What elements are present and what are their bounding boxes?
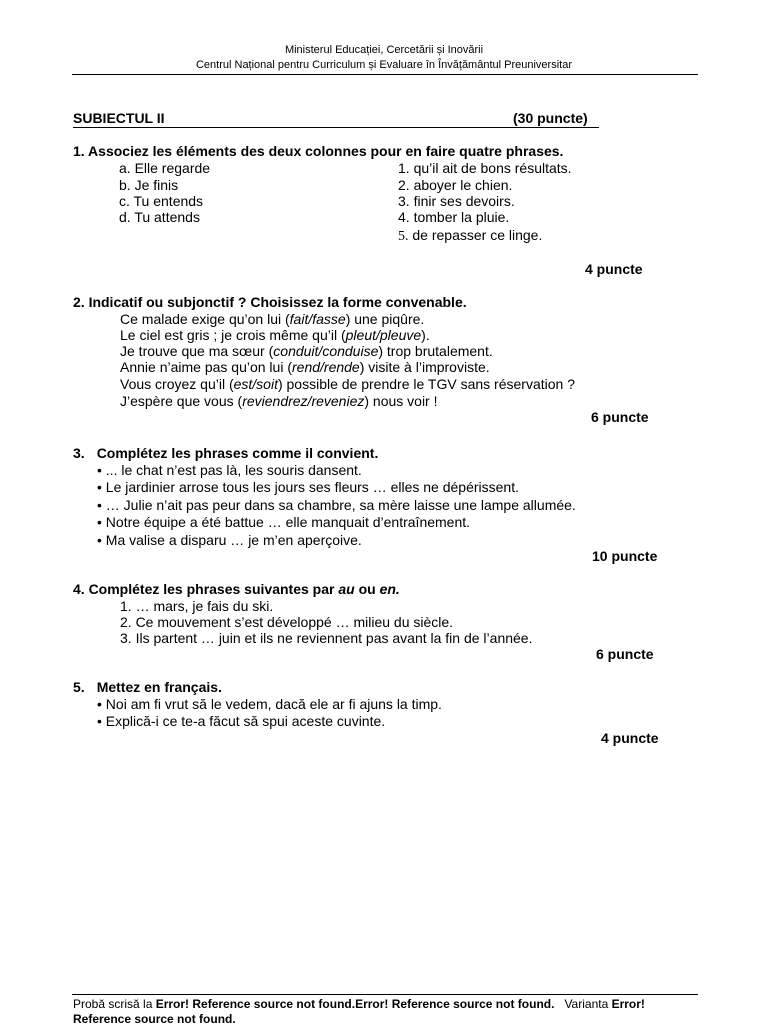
- q2-sentence: Je trouve que ma sœur (conduit/conduise) trop brutalement.: [120, 343, 493, 359]
- q1-right-num: 5.: [398, 229, 409, 244]
- q1-right-item: [398, 193, 515, 210]
- q1-points: 4 puncte: [585, 261, 643, 277]
- q4-item: 3. Ils partent … juin et ils ne reviennent pas avant la fin de l’année.: [120, 630, 533, 646]
- q5-item: • Explică-i ce te-a făcut să spui aceste cuvinte.: [97, 713, 386, 729]
- q4-item: 2. Ce mouvement s’est développé … milieu du siècle.: [120, 614, 454, 630]
- q3-item: • Ma valise a disparu … je m’en aperçoive.: [97, 532, 362, 548]
- q1-right-text: finir ses devoirs.: [413, 193, 515, 209]
- q1-right-num: 2.: [398, 177, 410, 193]
- q1-right-item: [398, 160, 572, 177]
- q1-right-text: de repasser ce linge.: [412, 227, 543, 243]
- q1-heading: 1. Associez les éléments des deux colonnes pour en faire quatre phrases.: [73, 143, 564, 159]
- bullet-icon: •: [97, 462, 102, 478]
- q1-right-text: qu’il ait de bons résultats.: [413, 160, 572, 176]
- bullet-icon: •: [97, 497, 102, 513]
- q1-right-text: aboyer le chien.: [413, 177, 513, 193]
- q1-left-item: b. Je finis: [119, 177, 179, 193]
- q3-heading: [73, 445, 378, 462]
- q1-left-item: c. Tu entends: [119, 193, 204, 209]
- q5-title: Mettez en français.: [96, 679, 222, 695]
- q1-right-num: 3.: [398, 193, 410, 209]
- q2-sentence: Le ciel est gris ; je crois même qu’il (pleut/pleuve).: [120, 327, 430, 343]
- q3-item: • ... le chat n’est pas là, les souris dansent.: [97, 462, 362, 478]
- subject-points: (30 puncte): [513, 110, 588, 126]
- subject-underline: [73, 127, 599, 128]
- bullet-icon: •: [97, 713, 102, 729]
- q1-right-num: 1.: [398, 160, 410, 176]
- q2-sentence: Vous croyez qu’il (est/soit) possible de prendre le TGV sans réservation ?: [120, 376, 575, 392]
- q4-item: 1. … mars, je fais du ski.: [120, 598, 274, 614]
- q1-right-num: 4.: [398, 209, 410, 225]
- header-rule: [72, 74, 698, 75]
- q1-right-item: [398, 227, 542, 245]
- q2-heading: 2. Indicatif ou subjonctif ? Choisissez la forme convenable.: [73, 294, 467, 310]
- q3-item: • … Julie n’ait pas peur dans sa chambre, sa mère laisse une lampe allumée.: [97, 497, 576, 513]
- q3-number: 3.: [73, 445, 85, 461]
- bullet-icon: •: [97, 479, 102, 495]
- q5-heading: [73, 679, 222, 696]
- bullet-icon: •: [97, 696, 102, 712]
- q1-right-item: [398, 177, 512, 194]
- center-name: Centrul Național pentru Curriculum și Evaluare în Învățământul Preuniversitar: [195, 59, 572, 71]
- q4-points: 6 puncte: [596, 646, 654, 662]
- footer-line1: Probă scrisă la Error! Reference source not found.Error! Reference source not found. Varianta Error!: [73, 997, 645, 1011]
- q1-left-item: a. Elle regarde: [119, 160, 211, 176]
- q2-sentence: J’espère que vous (reviendrez/reveniez) nous voir !: [120, 393, 438, 409]
- q5-item: • Noi am fi vrut să le vedem, dacă ele ar fi ajuns la timp.: [97, 696, 442, 712]
- q2-sentence: Ce malade exige qu’on lui (fait/fasse) une piqûre.: [120, 311, 425, 327]
- q5-points: 4 puncte: [601, 730, 659, 746]
- bullet-icon: •: [97, 514, 102, 530]
- footer-rule: [72, 994, 698, 995]
- bullet-icon: •: [97, 532, 102, 548]
- q2-points: 6 puncte: [591, 409, 649, 425]
- q1-right-text: tomber la pluie.: [413, 209, 510, 225]
- q4-heading: 4. Complétez les phrases suivantes par au ou en.: [73, 581, 400, 597]
- q3-points: 10 puncte: [592, 548, 658, 564]
- q1-left-item: d. Tu attends: [119, 209, 200, 225]
- q3-item: • Notre équipe a été battue … elle manquait d’entraînement.: [97, 514, 471, 530]
- q1-right-item: [398, 209, 509, 226]
- q2-sentence: Annie n’aime pas qu’on lui (rend/rende) visite à l’improviste.: [120, 359, 490, 375]
- footer-line2: Reference source not found.: [73, 1012, 236, 1026]
- subject-title: SUBIECTUL II: [73, 110, 165, 126]
- q5-number: 5.: [73, 679, 85, 695]
- q3-item: • Le jardinier arrose tous les jours ses fleurs … elles ne dépérissent.: [97, 479, 519, 495]
- ministry-name: Ministerul Educației, Cercetării și Inovării: [284, 44, 484, 56]
- q3-title: Complétez les phrases comme il convient.: [96, 445, 379, 461]
